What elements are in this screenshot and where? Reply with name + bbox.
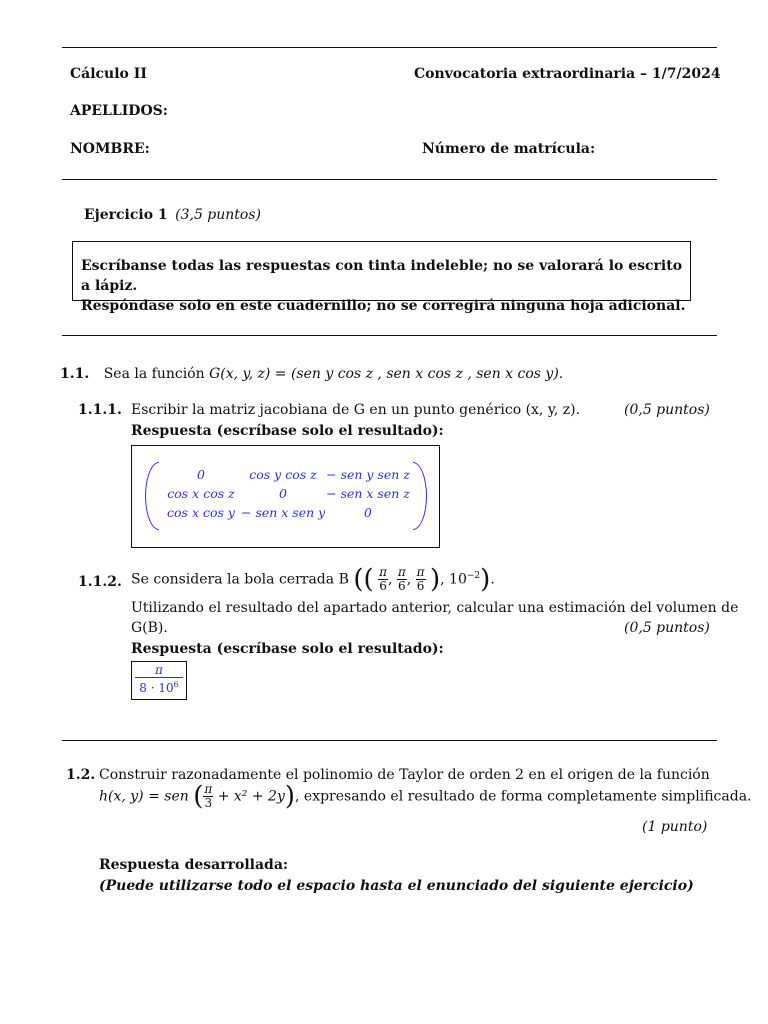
developed-answer-label: Respuesta desarrollada: xyxy=(99,857,289,873)
question-1-2-points: (1 punto) xyxy=(642,819,708,835)
question-1-2-line1: Construir razonadamente el polinomio de Taylor de orden 2 en el origen de la función xyxy=(99,767,710,783)
section-rule-2 xyxy=(62,740,717,741)
answer-label: Respuesta (escríbase solo el resultado): xyxy=(131,423,444,439)
function-h: h(x, y) = sen xyxy=(99,788,189,805)
question-1-2-line2: h(x, y) = sen ( $\frac{\pi}{3}$ + x² + 2y), expresando el resultado de forma completamente simplificada. xyxy=(99,781,752,812)
fraction: $\frac{\pi}{6}$ xyxy=(397,565,406,593)
ball-radius-exponent: −2 xyxy=(466,570,481,581)
matrix-cell: − sen x sen z xyxy=(326,486,410,501)
question-1-1-2-line2: Utilizando el resultado del apartado anterior, calcular una estimación del volumen de xyxy=(131,600,739,616)
jacobian-matrix xyxy=(145,466,427,526)
exam-session: Convocatoria extraordinaria – 1/7/2024 xyxy=(414,66,721,82)
question-1-2-number: 1.2. xyxy=(66,767,96,783)
matrix-cell: 0 xyxy=(364,505,372,520)
ball-radius: , 10 xyxy=(440,571,467,588)
answer-label: Respuesta (escríbase solo el resultado): xyxy=(131,641,444,657)
function-expression: G(x, y, z) = (sen y cos z , sen x cos z , sen x cos y). xyxy=(209,366,564,382)
notice-box xyxy=(72,241,691,314)
header-bottom-rule xyxy=(62,179,717,180)
question-1-1-2-points: (0,5 puntos) xyxy=(624,620,710,636)
matrix-grid xyxy=(161,466,411,521)
notice-line-1: Escríbanse todas las respuestas con tinta indeleble; no se valorará lo escrito a lápiz. xyxy=(81,258,683,294)
id-number-label: Número de matrícula: xyxy=(422,141,596,157)
exercise-points: (3,5 puntos) xyxy=(175,207,261,223)
matrix-cell: cos x cos y xyxy=(167,505,235,520)
developed-answer-note: (Puede utilizarse todo el espacio hasta el enunciado del siguiente ejercicio) xyxy=(99,878,694,894)
surname-label: APELLIDOS: xyxy=(70,103,168,119)
volume-answer: $\frac{\pi}{8 \cdot 10^6}$ xyxy=(135,664,183,695)
function-h-rest: + x² + 2y xyxy=(217,788,285,805)
question-1-1 xyxy=(60,366,563,382)
section-rule-1 xyxy=(62,335,717,336)
matrix-cell: − sen y sen z xyxy=(326,467,410,482)
question-1-1-1-points: (0,5 puntos) xyxy=(624,402,710,418)
question-1-1-2-line3: G(B). xyxy=(131,620,168,636)
top-rule xyxy=(62,47,717,48)
close-paren: ) xyxy=(430,564,441,595)
matrix-cell: 0 xyxy=(197,467,205,482)
question-1-1-1-text: Escribir la matriz jacobiana de G en un punto genérico (x, y, z). xyxy=(131,402,581,418)
matrix-cell: 0 xyxy=(279,486,287,501)
matrix-cell: cos x cos z xyxy=(167,486,235,501)
right-paren xyxy=(413,462,427,530)
exercise-title: Ejercicio 1 xyxy=(84,207,168,223)
name-label: NOMBRE: xyxy=(70,141,150,157)
question-1-1-2-statement: Se considera la bola cerrada B (( $\frac{\pi}{6}$ , $\frac{\pi}{6}$ , $\frac{\pi}{6}$ ), $10^{-2}$). xyxy=(131,564,495,595)
matrix-cell: cos y cos z xyxy=(249,467,317,482)
open-paren: (( xyxy=(353,564,374,595)
question-text: Sea la función xyxy=(103,366,210,382)
course-title: Cálculo II xyxy=(70,66,147,82)
question-1-2-line2-suffix: , expresando el resultado de forma completamente simplificada. xyxy=(295,788,752,805)
jacobian-answer-box xyxy=(131,445,440,548)
ball-text: Se considera la bola cerrada B xyxy=(131,571,349,588)
fraction: $\frac{\pi}{3}$ xyxy=(204,782,213,810)
question-number: 1.1. xyxy=(60,366,90,382)
matrix-cell: − sen x sen y xyxy=(241,505,326,520)
notice-line-2: Respóndase solo en este cuadernillo; no se corregirá ninguna hoja adicional. xyxy=(81,298,686,314)
left-paren xyxy=(145,462,159,530)
exercise-heading xyxy=(84,207,261,223)
question-1-1-2-number: 1.1.2. xyxy=(78,574,122,590)
fraction: $\frac{\pi}{6}$ xyxy=(416,565,425,593)
volume-answer-box xyxy=(131,661,187,700)
fraction: $\frac{\pi}{6}$ xyxy=(379,565,387,593)
question-1-1-1-number: 1.1.1. xyxy=(78,402,122,418)
